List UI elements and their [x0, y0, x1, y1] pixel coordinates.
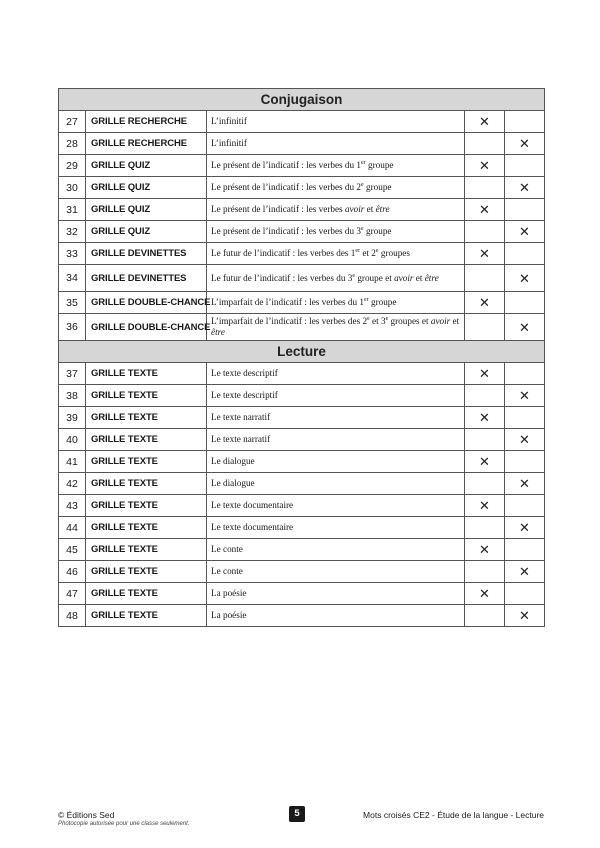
page-number: 5	[289, 806, 305, 822]
cross-mark-col2	[505, 495, 545, 517]
table-row	[59, 429, 545, 451]
grid-number: 41	[59, 451, 86, 473]
table-row	[59, 265, 545, 292]
grid-description	[207, 385, 465, 407]
table-row	[59, 292, 545, 314]
cross-mark-col2: ✕	[505, 133, 545, 155]
description-text: et	[413, 272, 425, 283]
cross-mark-col2	[505, 583, 545, 605]
grid-type: GRILLE TEXTE	[86, 407, 207, 429]
grid-description	[207, 561, 465, 583]
table-row	[59, 451, 545, 473]
grid-number: 47	[59, 583, 86, 605]
description-text: Le conte	[211, 566, 243, 576]
italic-word: avoir	[430, 316, 451, 326]
grid-type: GRILLE DEVINETTES	[86, 265, 207, 292]
description-text: Le futur de l’indicatif : les verbes des 1	[211, 248, 356, 258]
description-text: Le texte narratif	[211, 434, 271, 444]
ordinal-suffix: er	[364, 297, 369, 303]
description-text: et 2	[360, 248, 376, 258]
grid-number: 29	[59, 155, 86, 177]
grid-description	[207, 429, 465, 451]
description-text: Le futur de l’indicatif : les verbes du 3	[211, 272, 353, 283]
description-text: L’imparfait de l’indicatif : les verbes du 1	[211, 297, 364, 307]
table-row	[59, 495, 545, 517]
grid-type: GRILLE TEXTE	[86, 517, 207, 539]
table-row	[59, 155, 545, 177]
grid-number: 38	[59, 385, 86, 407]
grid-number: 44	[59, 517, 86, 539]
ordinal-suffix: e	[367, 316, 370, 322]
table-row	[59, 539, 545, 561]
cross-mark-col2: ✕	[505, 177, 545, 199]
grid-number: 42	[59, 473, 86, 495]
description-text: groupe	[368, 297, 397, 307]
cross-mark-col2: ✕	[505, 314, 545, 341]
table-row	[59, 199, 545, 221]
section-title: Lecture	[59, 341, 545, 363]
grid-type: GRILLE TEXTE	[86, 605, 207, 627]
cross-mark-col1: ✕	[465, 243, 505, 265]
cross-mark-col1: ✕	[465, 451, 505, 473]
description-text: Le texte narratif	[211, 412, 271, 422]
table-row	[59, 221, 545, 243]
cross-mark-col2: ✕	[505, 473, 545, 495]
grid-description	[207, 177, 465, 199]
photocopy-notice: Photocopie autorisée pour une classe seulement.	[58, 821, 190, 827]
description-text: Le conte	[211, 544, 243, 554]
cross-mark-col2	[505, 155, 545, 177]
grid-number: 36	[59, 314, 86, 341]
grid-type: GRILLE RECHERCHE	[86, 133, 207, 155]
cross-mark-col1: ✕	[465, 155, 505, 177]
description-text: Le présent de l’indicatif : les verbes du 2	[211, 182, 362, 192]
description-text: La poésie	[211, 588, 247, 598]
ordinal-suffix: e	[385, 316, 389, 322]
cross-mark-col2: ✕	[505, 265, 545, 292]
cross-mark-col2: ✕	[505, 221, 545, 243]
grid-description	[207, 133, 465, 155]
grid-type: GRILLE TEXTE	[86, 495, 207, 517]
grid-type: GRILLE QUIZ	[86, 221, 207, 243]
description-text: groupe	[363, 182, 392, 192]
cross-mark-col1: ✕	[465, 111, 505, 133]
description-text: et 3	[369, 316, 386, 326]
cross-mark-col2	[505, 199, 545, 221]
cross-mark-col1: ✕	[465, 292, 505, 314]
grid-description	[207, 199, 465, 221]
ordinal-suffix: e	[352, 272, 356, 279]
table-row	[59, 363, 545, 385]
grid-number: 33	[59, 243, 86, 265]
table-row	[59, 561, 545, 583]
grid-type: GRILLE TEXTE	[86, 385, 207, 407]
description-text: L’infinitif	[211, 138, 247, 148]
ordinal-suffix: e	[361, 226, 364, 232]
italic-word: être	[375, 204, 390, 214]
cross-mark-col1	[465, 265, 505, 292]
description-text: et	[450, 316, 460, 326]
cross-mark-col2	[505, 243, 545, 265]
cross-mark-col1: ✕	[465, 363, 505, 385]
grid-type: GRILLE TEXTE	[86, 429, 207, 451]
table-row	[59, 133, 545, 155]
cross-mark-col2: ✕	[505, 561, 545, 583]
italic-word: avoir	[344, 204, 365, 214]
description-text: Le texte descriptif	[211, 390, 278, 400]
italic-word: être	[424, 272, 439, 283]
cross-mark-col1: ✕	[465, 583, 505, 605]
table-row	[59, 583, 545, 605]
grid-description	[207, 314, 465, 341]
ordinal-suffix: er	[361, 160, 366, 166]
publisher-credit: © Éditions Sed	[58, 810, 115, 820]
grid-type: GRILLE DOUBLE-CHANCE	[86, 314, 207, 341]
grid-type: GRILLE QUIZ	[86, 177, 207, 199]
description-text: Le texte documentaire	[211, 500, 294, 510]
description-text: Le présent de l’indicatif : les verbes du 1	[211, 160, 362, 170]
cross-mark-col2	[505, 111, 545, 133]
cross-mark-col1	[465, 133, 505, 155]
grid-number: 40	[59, 429, 86, 451]
grid-description	[207, 243, 465, 265]
grid-number: 37	[59, 363, 86, 385]
description-text: L’imparfait de l’indicatif : les verbes des 2	[211, 316, 368, 326]
grid-description	[207, 605, 465, 627]
cross-mark-col2	[505, 539, 545, 561]
grid-type: GRILLE TEXTE	[86, 539, 207, 561]
description-text: groupes	[378, 248, 410, 258]
cross-mark-col1	[465, 221, 505, 243]
grid-number: 27	[59, 111, 86, 133]
table-row	[59, 177, 545, 199]
cross-mark-col1	[465, 385, 505, 407]
description-text: Le dialogue	[211, 478, 255, 488]
cross-mark-col1: ✕	[465, 407, 505, 429]
grid-description	[207, 221, 465, 243]
grid-type: GRILLE TEXTE	[86, 473, 207, 495]
cross-mark-col2	[505, 451, 545, 473]
grid-number: 48	[59, 605, 86, 627]
section-header	[59, 341, 545, 363]
grid-number: 45	[59, 539, 86, 561]
description-text: Le dialogue	[211, 456, 255, 466]
grid-description	[207, 583, 465, 605]
cross-mark-col1: ✕	[465, 199, 505, 221]
grid-type: GRILLE DOUBLE-CHANCE	[86, 292, 207, 314]
cross-mark-col2	[505, 363, 545, 385]
ordinal-suffix: er	[355, 248, 361, 254]
grid-number: 28	[59, 133, 86, 155]
grid-number: 30	[59, 177, 86, 199]
description-text: L’infinitif	[211, 116, 247, 126]
cross-mark-col2	[505, 292, 545, 314]
grid-description	[207, 517, 465, 539]
cross-mark-col1	[465, 314, 505, 341]
grid-description	[207, 292, 465, 314]
cross-mark-col2: ✕	[505, 605, 545, 627]
grid-description	[207, 473, 465, 495]
description-text: Le présent de l’indicatif : les verbes	[211, 204, 345, 214]
grid-description	[207, 155, 465, 177]
table-row	[59, 605, 545, 627]
grid-number: 31	[59, 199, 86, 221]
grid-description	[207, 265, 465, 292]
cross-mark-col1	[465, 429, 505, 451]
grid-number: 46	[59, 561, 86, 583]
description-text: groupe et	[355, 272, 395, 283]
ordinal-suffix: e	[375, 248, 379, 254]
cross-mark-col2	[505, 407, 545, 429]
grid-description	[207, 539, 465, 561]
italic-word: être	[211, 327, 225, 337]
grid-number: 39	[59, 407, 86, 429]
grid-number: 43	[59, 495, 86, 517]
grid-type: GRILLE TEXTE	[86, 363, 207, 385]
grid-description	[207, 111, 465, 133]
grid-number: 34	[59, 265, 86, 292]
grid-type: GRILLE QUIZ	[86, 155, 207, 177]
description-text: et	[364, 204, 376, 214]
grid-type: GRILLE TEXTE	[86, 451, 207, 473]
grid-type: GRILLE TEXTE	[86, 583, 207, 605]
cross-mark-col1: ✕	[465, 495, 505, 517]
ordinal-suffix: e	[361, 182, 364, 188]
grid-type: GRILLE TEXTE	[86, 561, 207, 583]
table-row	[59, 473, 545, 495]
description-text: groupes et	[388, 316, 431, 326]
grid-type: GRILLE RECHERCHE	[86, 111, 207, 133]
cross-mark-col2: ✕	[505, 517, 545, 539]
cross-mark-col1	[465, 517, 505, 539]
table-row	[59, 243, 545, 265]
table-row	[59, 314, 545, 341]
grid-description	[207, 407, 465, 429]
italic-word: avoir	[394, 272, 414, 283]
description-text: Le texte documentaire	[211, 522, 294, 532]
grid-description	[207, 495, 465, 517]
cross-mark-col2: ✕	[505, 385, 545, 407]
grid-number: 35	[59, 292, 86, 314]
cross-mark-col1	[465, 473, 505, 495]
description-text: Le texte descriptif	[211, 368, 278, 378]
grid-type: GRILLE QUIZ	[86, 199, 207, 221]
table-row	[59, 407, 545, 429]
grid-number: 32	[59, 221, 86, 243]
exercise-table	[58, 88, 545, 627]
table-row	[59, 385, 545, 407]
table-row	[59, 517, 545, 539]
cross-mark-col2: ✕	[505, 429, 545, 451]
cross-mark-col1: ✕	[465, 539, 505, 561]
grid-type: GRILLE DEVINETTES	[86, 243, 207, 265]
grid-description	[207, 363, 465, 385]
section-title: Conjugaison	[59, 89, 545, 111]
description-text: groupe	[363, 226, 392, 236]
description-text: groupe	[365, 160, 394, 170]
book-title: Mots croisés CE2 - Étude de la langue - Lecture	[363, 810, 544, 820]
cross-mark-col1	[465, 561, 505, 583]
description-text: La poésie	[211, 610, 247, 620]
section-header	[59, 89, 545, 111]
cross-mark-col1	[465, 177, 505, 199]
description-text: Le présent de l’indicatif : les verbes du 3	[211, 226, 362, 236]
grid-description	[207, 451, 465, 473]
table-row	[59, 111, 545, 133]
cross-mark-col1	[465, 605, 505, 627]
